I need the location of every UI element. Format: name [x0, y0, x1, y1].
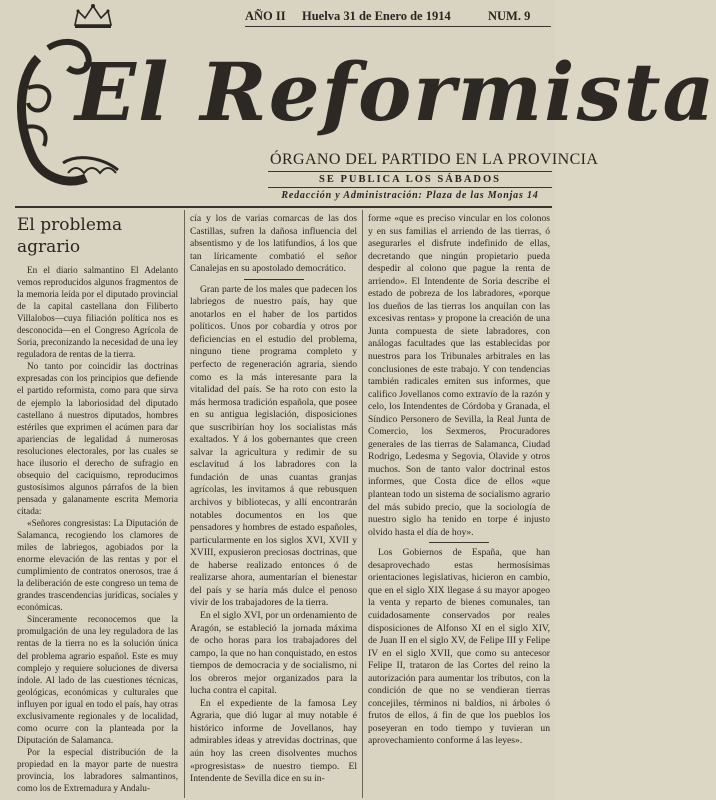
- column-divider: [362, 210, 363, 798]
- article-column-1: [17, 214, 178, 794]
- editorial-address: Redacción y Administración: Plaza de las Monjas 14: [281, 190, 539, 201]
- newspaper-title: El Reformista: [75, 45, 716, 139]
- article-headline: El problema agrario: [17, 215, 123, 257]
- paragraph: Sinceramente reconocemos que la promulgación de una ley reguladora de las rentas de la tierra no es la solución única del problema agrario español. Este es muy complejo y requiere soluciones de diversa índole. Al lado de las cuestiones técnicas, geológicas, económicas y culturales que influyen por igual en todo el país, hay otras exclusivamente regionales y de localidad, como ocurre con la planteada por la Diputación de Salamanca.: [17, 614, 178, 745]
- schedule-rule: [268, 187, 552, 188]
- crown-icon: [72, 3, 114, 29]
- paragraph: Por la especial distribución de la propiedad en la mayor parte de nuestra provincia, los labradores salmantinos, como los de Extremadura y Andalu-: [17, 746, 178, 794]
- publication-schedule: SE PUBLICA LOS SÁBADOS: [318, 174, 501, 185]
- issue-date: Huelva 31 de Enero de 1914: [302, 9, 451, 23]
- issue-year: AÑO II: [245, 9, 286, 23]
- article-column-2: [190, 213, 357, 786]
- issue-number: NUM. 9: [488, 9, 531, 23]
- article-column-3: [368, 213, 550, 748]
- paragraph: forme «que es preciso vincular en los colonos y en sus familias el arriendo de las tierras, ó asegurarles el disfrute indefinido de ellas, decretando que ningún propietario pueda despedir al colono que pague la renta de arriendo». El Intendente de Soria describe el estado de pobreza de los labradores, «porque los dueños de las tierras los anquilan con las excesivas rentas» y propone la creación de una Junta compuesta de siete labradores, con análogas facultades que las establecidas por nuestros para los Tribunales arbitrales en las conclusiones de este trabajo. Y con tendencias también radicales emiten sus informes, que califico Jovellanos como extravío de la razón y celo, los Intendentes de Córdoba y Granada, el Síndico Personero de Sevilla, la Real Junta de Comercio, los Sexmeros, Procuradores generales de las tierras de Salamanca, Ciudad Rodrigo, Ledesma y Segovia, Olavide y otros muchos. Son de tanto valor doctrinal estos informes, que Costa dice de ellos «que plantean todo un sistema de socialismo agrario del más subido precio, que la sociología de nuestro siglo ha tenido en torpe é injusto olvido hasta el día de hoy».: [368, 213, 550, 538]
- paragraph: cía y los de varias comarcas de las dos Castillas, sufren la dañosa influencia del absentismo y de los latifundios, á los que tan líricamente combatió el señor Canalejas en su apostolado democrático.: [190, 213, 357, 275]
- paragraph: En el expediente de la famosa Ley Agraria, que dió lugar al muy notable é histórico informe de Jovellanos, hay admirables ideas y atrevidas doctrinas, que aún hoy las creen disolventes muchos «progresistas» de nuestro tiempo. El Intendente de Sevilla dice en su in-: [190, 697, 357, 785]
- paragraph: En el siglo XVI, por un ordenamiento de Aragón, se estableció la jornada máxima de ocho horas para los trabajadores del campo, la que no han conquistado, en estos tiempos de democracia y de socialismo, ni los obreros mejor organizados para la lucha contra el capital.: [190, 609, 357, 697]
- paragraph: Los Gobiernos de España, que han desaprovechado estas hermosísimas orientaciones legislativas, hicieron en cambio, que en el siglo XIX llegase á su mayor apogeo la venta y reparto de bienes comunales, tan cuidadosamente conservados por reales disposiciones de Alfonso XI en el siglo XIV, de Juan II en el siglo XV, de Felipe III y Felipe IV en el siglo XVII, que como su antecesor Felipe II, trataron de las Cortes del reino la autorización para aumentar los tributos, con la condición de que no se vendieran tierras concejiles, términos ni baldíos, ni árboles ó frutos de ellos, á fin de que los pueblos los poseyeran en todo tiempo y tuvieran un aprovechamiento conforme á las leyes».: [368, 547, 550, 747]
- column-divider: [184, 210, 185, 798]
- paragraph: Gran parte de los males que padecen los labriegos de nuestro país, hay que anotarlos en el haber de los partidos políticos. Unos por cobardía y otros por deficiencias en el estudio del problema, ninguno tiene programa completo y perfecto de regeneración agraria, siendo como es la más interesante para la vitalidad del país. Se ha roto con esto la más hermosa tradición española, que posee en su antigua legislación, disposiciones que suscribirían hoy los socialistas más exaltados. Y á los gobernantes que creen salvar la agricultura y redimir de su esclavitud á los labradores con la fundación de unas cuantas granjas agrícolas, les invitamos á que rebusquen archivos y bibliotecas, y allí encontrarán notables documentos en los que pensadores y hombres de estado españoles, particularmente en los siglos XVI, XVII y XVIII, expusieron preciosas doctrinas, que de haberse realizado entonces ó de realizarse ahora, aumentarían el bienestar del país y se haría más dulce el penoso vivir de los trabajadores de la tierra.: [190, 283, 357, 609]
- paragraph: En el diario salmantino El Adelanto vemos reproducidos algunos fragmentos de la memoria leída por el diputado provincial de la capital castellana don Filiberto Villalobos—cuya filiación política nos es desconocida—en el Congreso Agrícola de Soria, preconizando la necesidad de una ley reguladora de rentas de la tierra.: [17, 265, 178, 360]
- subtitle-rule: [268, 171, 552, 172]
- header-rule: [15, 206, 552, 208]
- newspaper-subtitle: ÓRGANO DEL PARTIDO EN LA PROVINCIA: [270, 151, 599, 168]
- paragraph: «Señores congresistas: La Diputación de Salamanca, recogiendo los clamores de miles de labriegos, agobiados por la enorme elevación de las rentas y por el cumplimiento de contratos onerosos, trae á la deliberación de este congreso un tema de grandes trascendencias jurídicas, sociales y económicas.: [17, 517, 178, 613]
- paragraph: No tanto por coincidir las doctrinas expresadas con los principios que defiende el partido reformista, como para que sirva de ejemplo la laboriosidad del diputado castellano á nuestros diputados, hombres estériles que exprimen el acúmen para dar apariencias de legalidad á numerosas resoluciones electorales, por las cuales se hace ilusorio el derecho de sufragio en obsequio del caciquismo, reproducimos gustosísimos algunos párrafos de la bien pensada y galanamente escrita Memoria citada:: [17, 361, 178, 516]
- section-divider: [429, 542, 489, 543]
- issue-rule: [245, 26, 551, 27]
- section-divider: [244, 279, 304, 280]
